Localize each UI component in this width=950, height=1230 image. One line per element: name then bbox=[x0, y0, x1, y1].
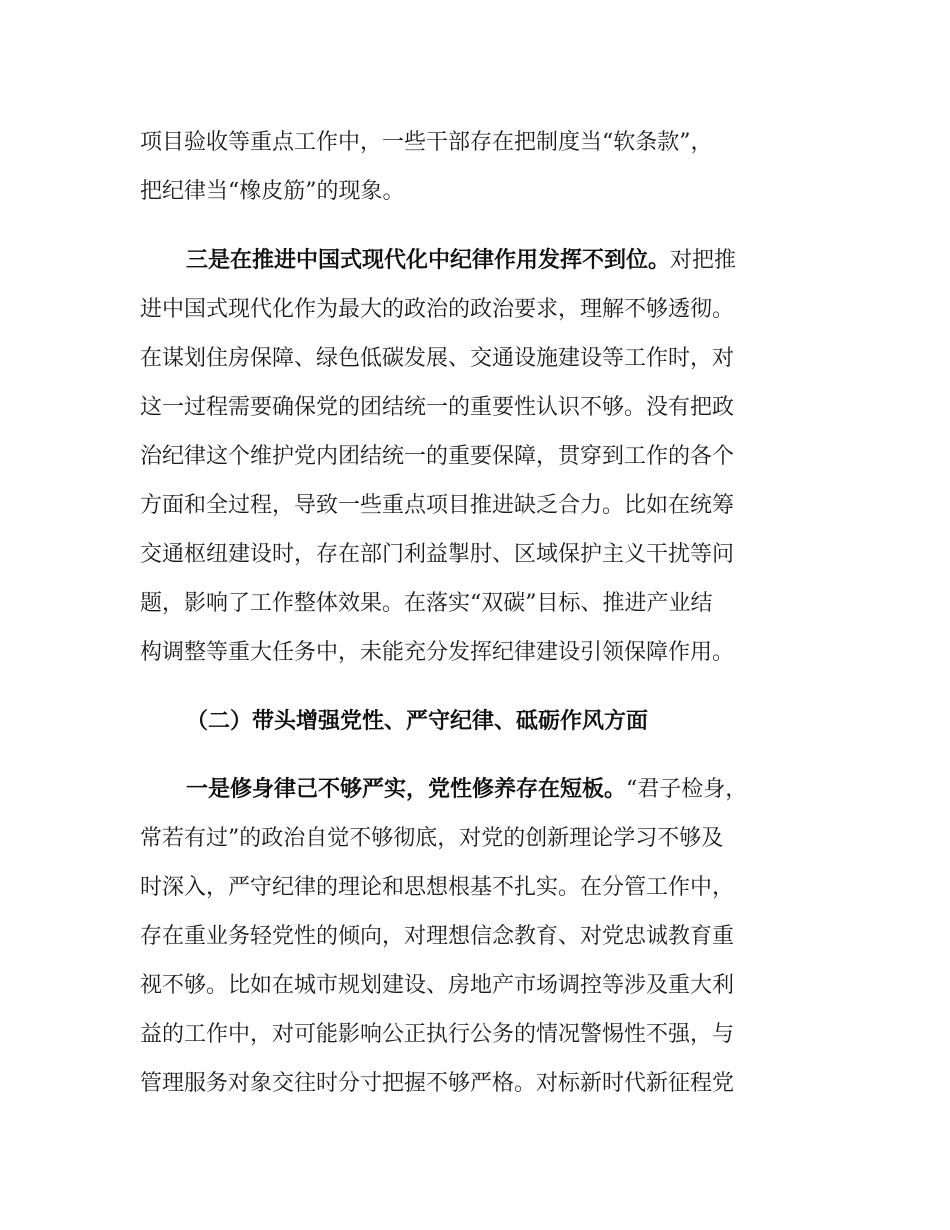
paragraph-first-line bbox=[186, 773, 826, 807]
paragraph-lead-bold: 三是在推进中国式现代化中纪律作用发挥不到位。 bbox=[186, 248, 671, 273]
text-line: 治纪律这个维护党内团结统一的重要保障，贯穿到工作的各个 bbox=[140, 444, 735, 469]
paragraph-lead-rest: 对把推 bbox=[670, 248, 737, 273]
text-line: 益的工作中，对可能影响公正执行公务的情况警惕性不强，与 bbox=[140, 1022, 735, 1047]
paragraph-lead-bold: 一是修身律己不够严实，党性修养存在短板。 bbox=[186, 777, 627, 802]
text-line: 常若有过”的政治自觉不够彻底，对党的创新理论学习不够及 bbox=[140, 826, 724, 851]
text-line: 项目验收等重点工作中，一些干部存在把制度当“软条款”， bbox=[140, 130, 713, 155]
text-line: 这一过程需要确保党的团结统一的重要性认识不够。没有把政 bbox=[140, 395, 735, 420]
text-line: 交通枢纽建设时，存在部门利益掣肘、区域保护主义干扰等问 bbox=[140, 542, 735, 567]
text-line: 进中国式现代化作为最大的政治的政治要求，理解不够透彻。 bbox=[140, 297, 735, 322]
section-heading: （二）带头增强党性、严守纪律、砥砺作风方面 bbox=[186, 709, 649, 734]
text-line: 在谋划住房保障、绿色低碳发展、交通设施建设等工作时，对 bbox=[140, 346, 735, 371]
text-line: 视不够。比如在城市规划建设、房地产市场调控等涉及重大利 bbox=[140, 973, 735, 998]
paragraph-lead-rest: “君子检身， bbox=[626, 777, 748, 802]
text-line: 题，影响了工作整体效果。在落实“双碳”目标、推进产业结 bbox=[140, 591, 713, 616]
text-line: 构调整等重大任务中，未能充分发挥纪律建设引领保障作用。 bbox=[140, 640, 735, 665]
text-line: 时深入，严守纪律的理论和思想根基不扎实。在分管工作中， bbox=[140, 875, 735, 900]
text-line: 存在重业务轻党性的倾向，对理想信念教育、对党忠诚教育重 bbox=[140, 924, 735, 949]
paragraph-first-line bbox=[186, 244, 826, 278]
text-line: 管理服务对象交往时分寸把握不够严格。对标新时代新征程党 bbox=[140, 1071, 735, 1096]
text-line: 把纪律当“橡皮筋”的现象。 bbox=[140, 179, 405, 204]
text-line: 方面和全过程，导致一些重点项目推进缺乏合力。比如在统筹 bbox=[140, 493, 735, 518]
